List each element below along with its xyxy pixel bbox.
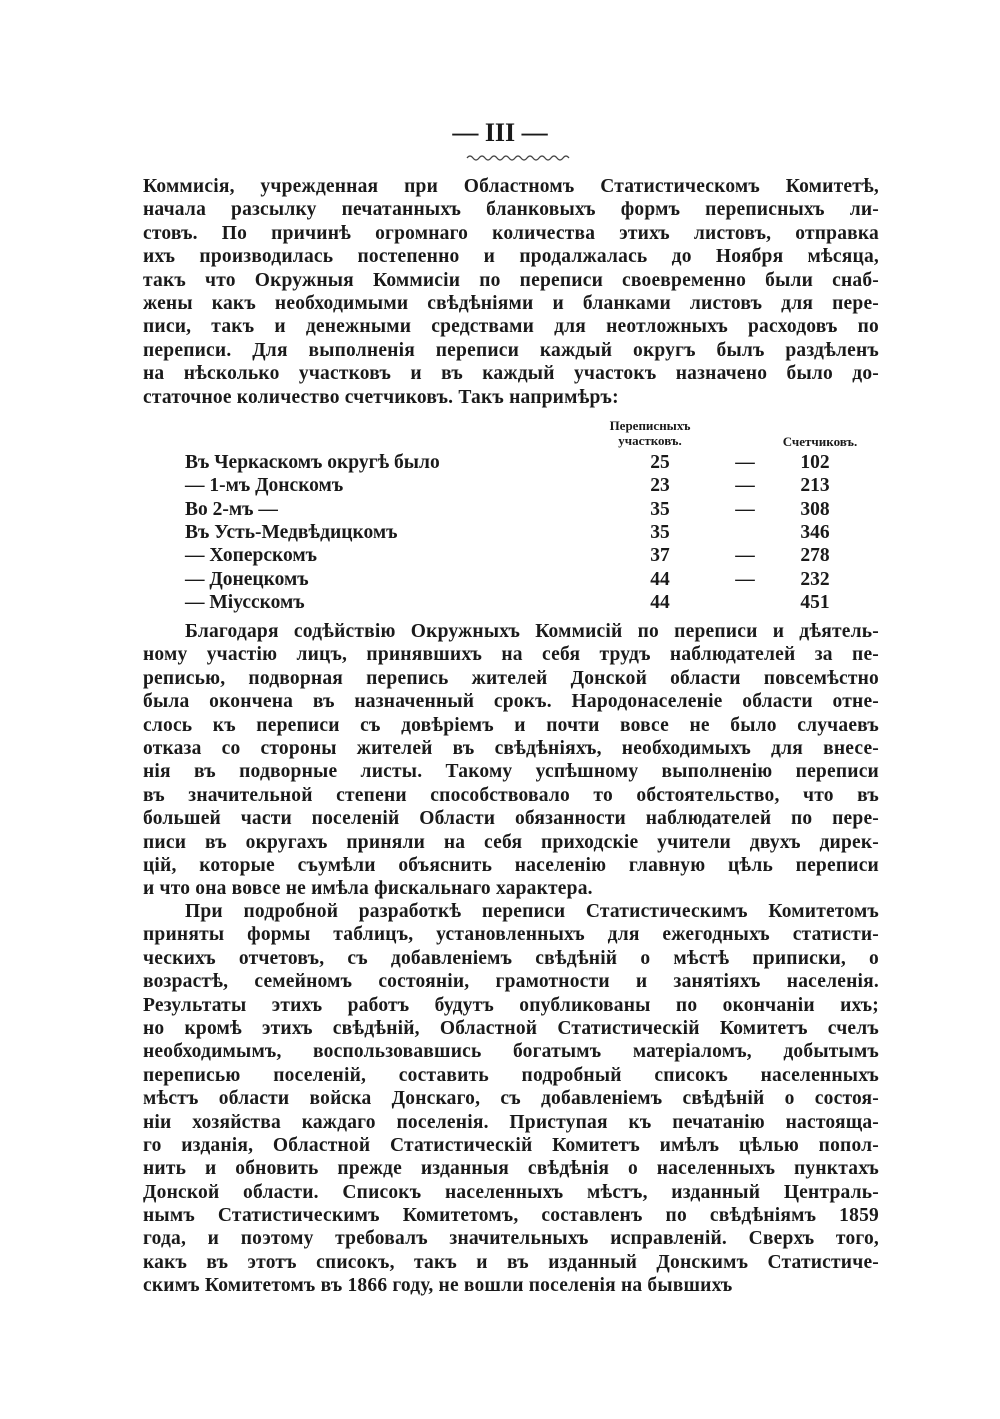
- page-number: — III —: [452, 118, 548, 147]
- table-row: [185, 452, 845, 475]
- text-line: стовъ. По причинѣ огромнаго количества этихъ листовъ, отправка: [143, 222, 879, 244]
- counters-count: 346: [800, 521, 830, 543]
- counters-count: 308: [800, 498, 830, 520]
- text-line: писи въ округахъ приняли на себя приходскіе учители двухъ дирек-: [143, 831, 879, 853]
- table-row: [185, 499, 845, 522]
- text-line: реписью, подворная перепись жителей Донской области повсемѣстно: [143, 667, 879, 689]
- dash-separator: —: [735, 545, 755, 567]
- text-line: Донской области. Списокъ населенныхъ мѣстъ, изданный Централь-: [143, 1181, 879, 1203]
- dash-separator: —: [735, 452, 755, 473]
- text-line: мѣстъ области войска Донскаго, съ добавленіемъ свѣдѣній о состоя-: [143, 1088, 879, 1110]
- table-row: [185, 475, 845, 498]
- text-line: статочное количество счетчиковъ. Такъ напримѣръ:: [143, 386, 619, 408]
- districts-count: 23: [650, 475, 670, 497]
- text-line: ихъ производилась постепенно и продалжалась до Ноября мѣсяца,: [143, 246, 879, 268]
- text-line: начала разсылку печатанныхъ бланковыхъ формъ переписныхъ ли-: [143, 199, 879, 221]
- paragraph-1: [143, 175, 879, 409]
- text-line: переписью поселеній, составить подробный списокъ населенныхъ: [143, 1064, 879, 1086]
- text-line: При подробной разработкѣ переписи Статистическимъ Комитетомъ: [185, 901, 879, 922]
- table-header-districts: Переписныхъ участковъ.: [609, 418, 691, 448]
- text-line: нія въ подворные листы. Такому успѣшному выполненію переписи: [143, 761, 879, 783]
- dash-separator: —: [735, 475, 755, 497]
- text-line: Результаты этихъ работъ будутъ опубликованы по окончаніи ихъ;: [143, 994, 879, 1016]
- counters-count: 102: [800, 452, 830, 473]
- text-line: на нѣсколько участковъ и въ каждый участокъ назначено было до-: [143, 363, 879, 385]
- districts-count: 44: [650, 591, 670, 613]
- counters-count: 278: [800, 545, 830, 567]
- text-line: Благодаря содѣйствію Окружныхъ Коммисій по переписи и дѣятель-: [185, 621, 879, 642]
- text-line: го изданія, Областной Статистическій Комитетъ имѣлъ цѣлью попол-: [143, 1134, 879, 1156]
- text-line: цій, которые съумѣли объяснить населенію главную цѣль переписи: [143, 854, 879, 876]
- text-line: большей части поселеній Области обязанности наблюдателей по пере-: [143, 808, 879, 830]
- table-row: [185, 522, 845, 545]
- text-line: слось къ переписи съ довѣріемъ и почти вовсе не было случаевъ: [143, 714, 879, 736]
- dash-separator: —: [735, 498, 755, 520]
- text-line: и что она вовсе не имѣла фискальнаго характера.: [143, 878, 593, 900]
- paragraph-2: [143, 620, 879, 901]
- district-name: Во 2-мъ —: [185, 498, 278, 520]
- district-name: Въ Усть-Медвѣдицкомъ: [185, 521, 398, 543]
- text-line: необходимымъ, воспользовавшись богатымъ матеріаломъ, добытымъ: [143, 1041, 879, 1063]
- district-name: — Міусскомъ: [185, 591, 305, 613]
- text-line: нить и обновить прежде изданныя свѣдѣнія о населенныхъ пунктахъ: [143, 1158, 879, 1180]
- table-header-counters: Счетчиковъ.: [782, 434, 858, 449]
- districts-count: 35: [650, 521, 670, 543]
- text-line: была окончена въ назначенный срокъ. Народонаселеніе области отне-: [143, 691, 879, 713]
- text-line: ному участію лицъ, принявшихъ на себя трудъ наблюдателей за пе-: [143, 644, 879, 666]
- paragraph-3: [143, 900, 879, 1298]
- table-row: [185, 545, 845, 568]
- districts-count: 37: [650, 545, 670, 567]
- ornament-divider-icon: [465, 152, 575, 164]
- text-line: года, и поэтому требовалъ значительныхъ исправленій. Сверхъ того,: [143, 1228, 879, 1250]
- table-row: [185, 592, 845, 615]
- counters-count: 232: [800, 568, 830, 590]
- text-line: какъ въ этотъ списокъ, такъ и въ изданный Донскимъ Статистиче-: [143, 1251, 879, 1273]
- text-line: нымъ Статистическимъ Комитетомъ, составленъ по свѣдѣніямъ 1859: [143, 1205, 879, 1227]
- districts-count: 44: [650, 568, 670, 590]
- districts-count: 25: [650, 452, 670, 473]
- district-name: Въ Черкаскомъ округѣ было: [185, 452, 440, 473]
- text-line: жены какъ необходимыми свѣдѣніями и бланками листовъ для пере-: [143, 292, 879, 314]
- text-line: писи, такъ и денежными средствами для неотложныхъ расходовъ по: [143, 316, 879, 338]
- dash-separator: —: [735, 568, 755, 590]
- text-line: отказа со стороны жителей въ свѣдѣніяхъ, необходимыхъ для внесе-: [143, 737, 879, 759]
- text-line: возрастѣ, семейномъ состояніи, грамотности и занятіяхъ населенія.: [143, 971, 879, 993]
- text-line: въ значительной степени способствовало то обстоятельство, что въ: [143, 784, 879, 806]
- text-line: скимъ Комитетомъ въ 1866 году, не вошли поселенія на бывшихъ: [143, 1275, 733, 1297]
- district-name: — 1-мъ Донскомъ: [185, 475, 344, 497]
- text-line: переписи. Для выполненія переписи каждый округъ былъ раздѣленъ: [143, 339, 879, 361]
- counters-count: 451: [800, 591, 830, 613]
- text-line: ческихъ отчетовъ, съ добавленіемъ свѣдѣній о мѣстѣ приписки, о: [143, 947, 879, 969]
- district-name: — Донецкомъ: [185, 568, 309, 590]
- text-line: ніи хозяйства каждаго поселенія. Приступая къ печатанію настояща-: [143, 1111, 879, 1133]
- district-name: — Хоперскомъ: [185, 545, 318, 567]
- text-line: Коммисія, учрежденная при Областномъ Статистическомъ Комитетѣ,: [143, 176, 879, 197]
- text-line: такъ что Окружныя Коммисіи по переписи своевременно были снаб-: [143, 269, 879, 291]
- text-line: приняты формы таблицъ, установленныхъ для ежегодныхъ статисти-: [143, 924, 879, 946]
- counters-count: 213: [800, 475, 830, 497]
- text-line: но кромѣ этихъ свѣдѣній, Областной Статистическій Комитетъ счелъ: [143, 1017, 879, 1039]
- table-row: [185, 569, 845, 592]
- districts-count: 35: [650, 498, 670, 520]
